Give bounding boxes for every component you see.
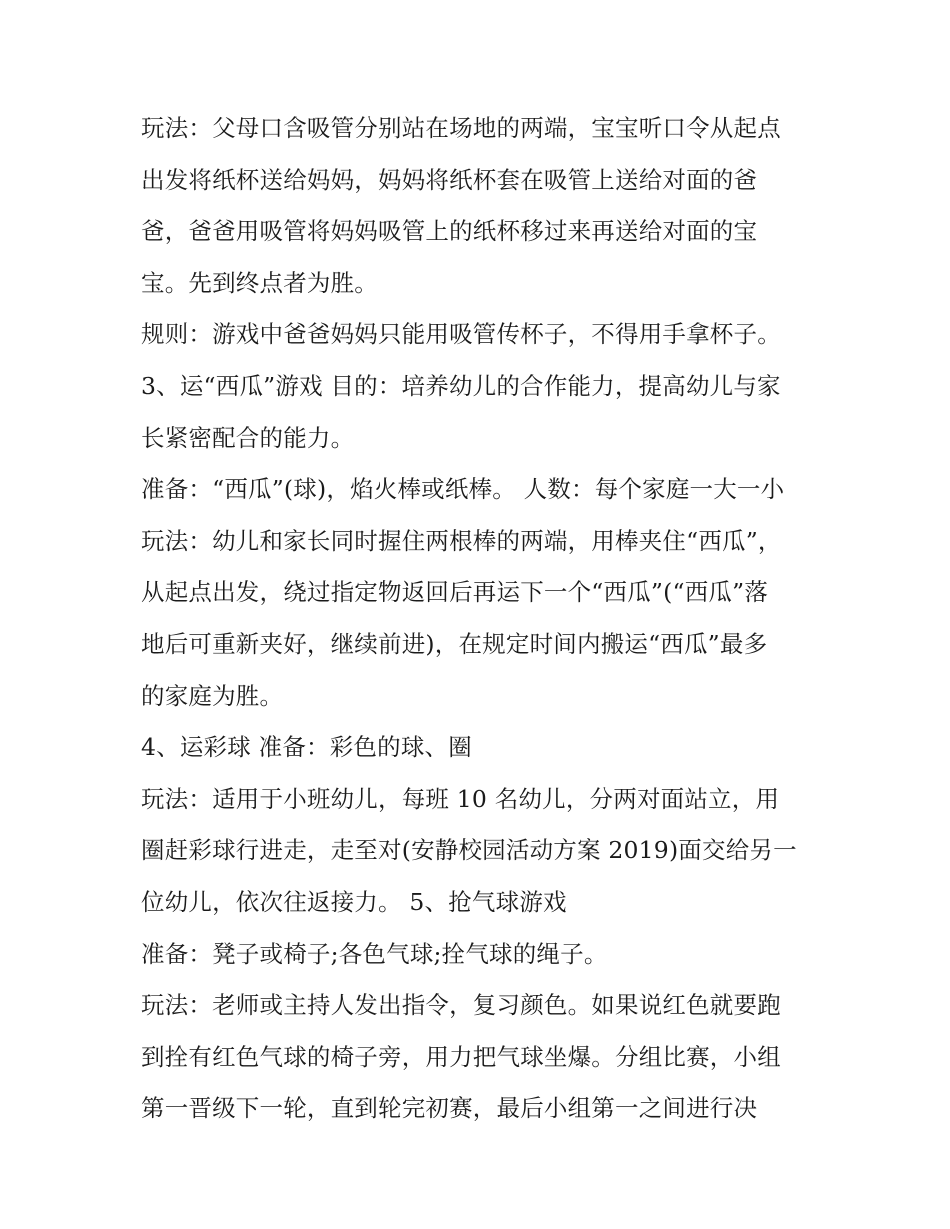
text-line: 玩法：老师或主持人发出指令，复习颜色。如果说红色就要跑	[141, 991, 781, 1020]
text-line: 第一晋级下一轮，直到轮完初赛，最后小组第一之间进行决	[141, 1094, 758, 1123]
text-line: 玩法：适用于小班幼儿，每班 10 名幼儿，分两对面站立，用	[141, 784, 780, 813]
text-line: 出发将纸杯送给妈妈，妈妈将纸杯套在吸管上送给对面的爸	[141, 165, 758, 194]
text-line: 从起点出发，绕过指定物返回后再运下一个“西瓜”(“西瓜”落	[141, 578, 769, 607]
text-line: 圈赶彩球行进走，走至对(安静校园活动方案 2019)面交给另一	[141, 836, 797, 865]
text-line: 爸，爸爸用吸管将妈妈吸管上的纸杯移过来再送给对面的宝	[141, 217, 758, 246]
text-line: 长紧密配合的能力。	[141, 423, 355, 452]
text-line: 的家庭为胜。	[141, 681, 284, 710]
text-line: 4、运彩球 准备：彩色的球、圈	[141, 733, 472, 762]
text-line: 准备：凳子或椅子;各色气球;拴气球的绳子。	[141, 939, 608, 968]
text-line: 位幼儿，依次往返接力。 5、抢气球游戏	[141, 887, 567, 916]
text-line: 玩法：幼儿和家长同时握住两根棒的两端，用棒夹住“西瓜”，	[141, 526, 782, 555]
text-line: 宝。先到终点者为胜。	[141, 268, 378, 297]
text-line: 玩法：父母口含吸管分别站在场地的两端，宝宝听口令从起点	[141, 114, 781, 142]
document-body	[141, 103, 821, 1135]
text-line: 3、运“西瓜”游戏 目的：培养幼儿的合作能力，提高幼儿与家	[141, 371, 781, 400]
text-line: 准备：“西瓜”(球)，焰火棒或纸棒。 人数：每个家庭一大一小	[141, 475, 785, 504]
text-line: 地后可重新夹好，继续前进)，在规定时间内搬运“西瓜”最多	[141, 629, 768, 658]
text-line: 到拴有红色气球的椅子旁，用力把气球坐爆。分组比赛，小组	[141, 1042, 781, 1071]
text-line: 规则：游戏中爸爸妈妈只能用吸管传杯子，不得用手拿杯子。	[141, 320, 781, 349]
